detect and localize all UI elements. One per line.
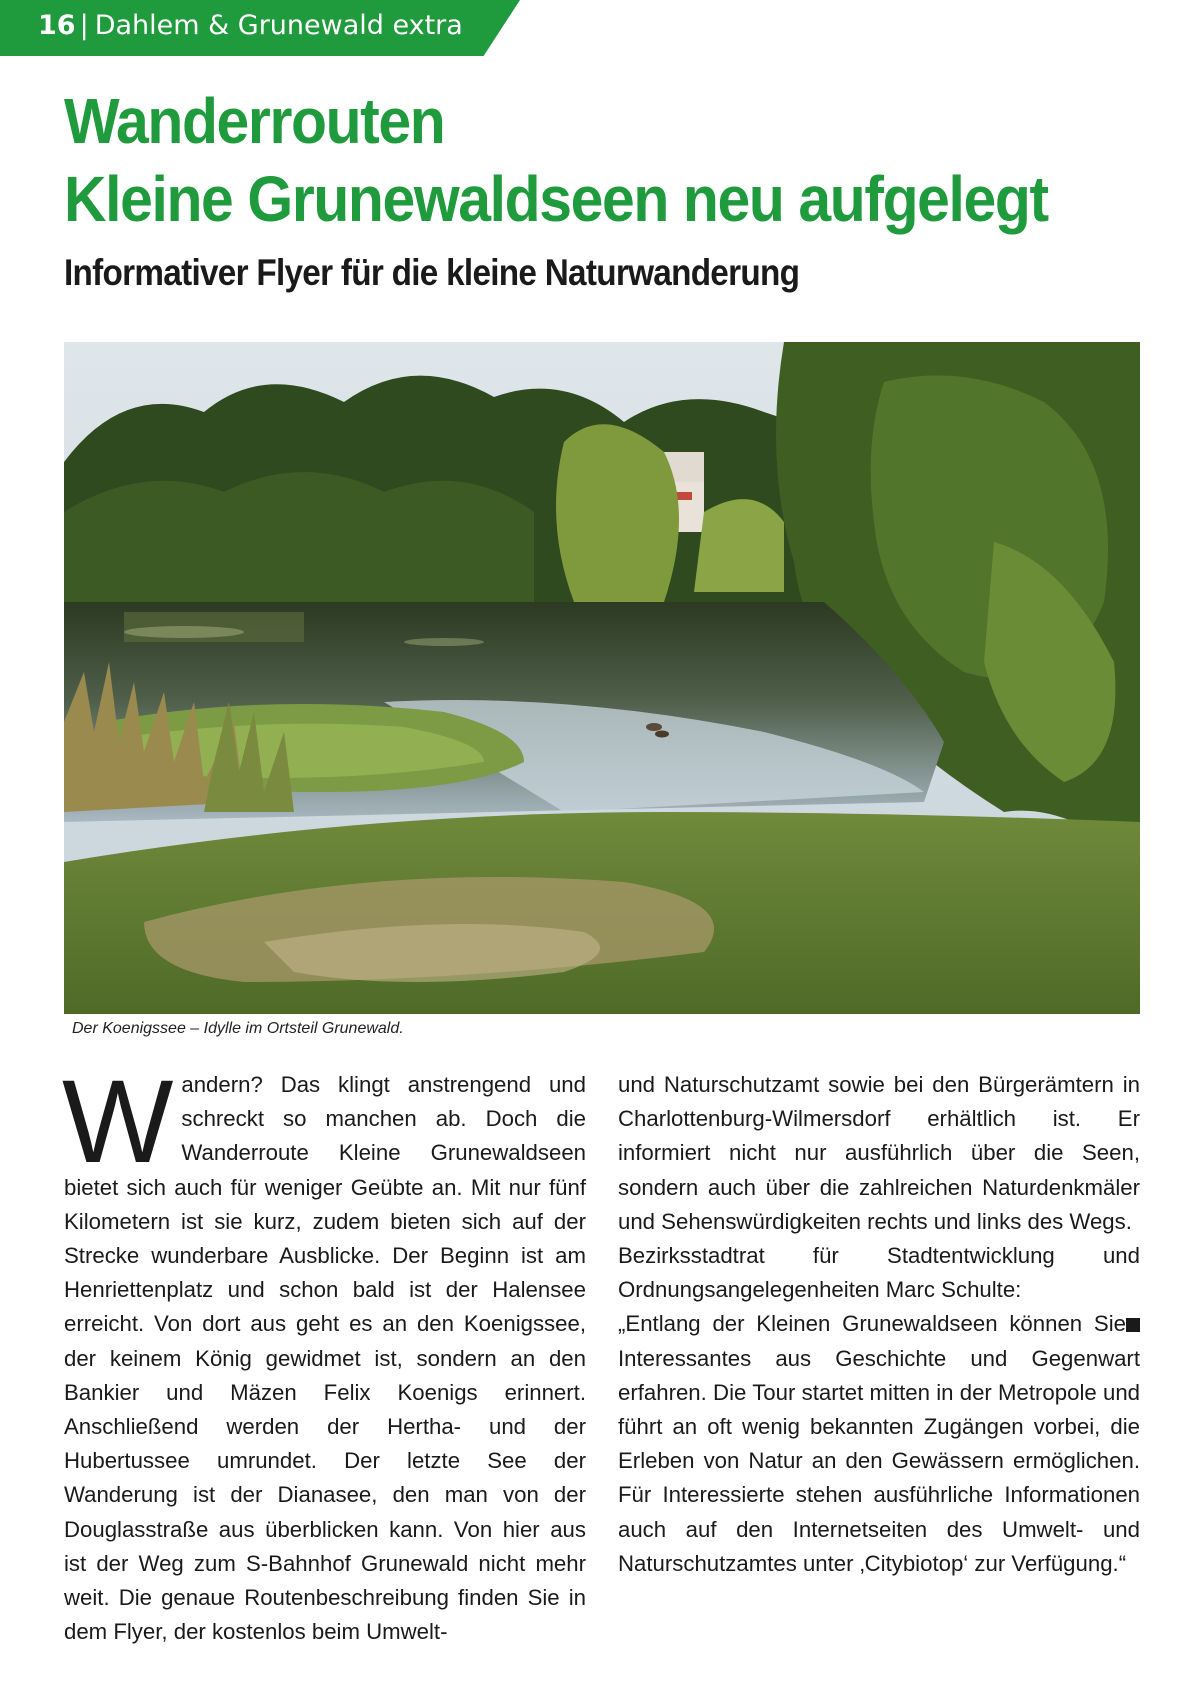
page-number: 16 bbox=[38, 10, 76, 41]
section-header bbox=[38, 10, 463, 41]
body-paragraph-3: Bezirksstadtrat für Stadtentwicklung und Ordnungsangelegenheiten Marc Schulte: bbox=[618, 1243, 1140, 1303]
title-line-1: Wanderrouten bbox=[64, 85, 445, 157]
lake-photo-illustration bbox=[64, 342, 1140, 1014]
header-separator: | bbox=[79, 10, 89, 41]
article-column-right bbox=[618, 1068, 1140, 1581]
article-title bbox=[64, 82, 1048, 238]
body-paragraph-2: und Naturschutzamt sowie bei den Bürgerämtern in Charlottenburg-Wilmersdorf erhältlich ist. Er informiert nicht nur ausführlich über die Seen, sondern auch über die zahlreichen Naturdenkmäler und Sehenswürdigkeiten rechts und links des Wegs. bbox=[618, 1072, 1140, 1234]
drop-cap: W bbox=[62, 1056, 174, 1188]
body-paragraph-1: andern? Das klingt anstrengend und schreckt so manchen ab. Doch die Wanderroute Kleine Grunewaldseen bietet sich auch für weniger Geübte an. Mit nur fünf Kilometern ist sie kurz, zudem bieten sich auf der Strecke wunderbare Ausblicke. Der Beginn ist am Henriettenplatz und schon bald ist der Halensee erreicht. Von dort aus geht es an den Koenigssee, der keinem König gewidmet ist, sondern an den Bankier und Mäzen Felix Koenigs erinnert. Anschließend werden der Hertha- und der Hubertussee umrundet. Der letzte See der Wanderung ist der Dianasee, den man von der Douglasstraße aus überblicken kann. Von hier aus ist der Weg zum S-Bahnhof Grunewald nicht mehr weit. Die genaue Routenbeschreibung finden Sie in dem Flyer, der kostenlos beim Umwelt- bbox=[64, 1072, 586, 1645]
section-name: Dahlem & Grunewald extra bbox=[94, 10, 463, 41]
quote-text: „Entlang der Kleinen Grunewaldseen können Sie Interessantes aus Geschichte und Gegenwart erfahren. Die Tour startet mitten in der Metropole und führt an oft wenig bekannten Zugängen vorbei, die Erleben von Natur an den Gewässern ermöglichen. Für Interessierte stehen ausführliche Informationen auch auf den Internetseiten des Umwelt- und Naturschutzamtes unter ‚Citybiotop‘ zur Verfügung.“ bbox=[618, 1311, 1140, 1576]
photo-caption: Der Koenigssee – Idylle im Ortsteil Grunewald. bbox=[72, 1020, 404, 1037]
body-paragraph-4 bbox=[618, 1307, 1140, 1581]
title-line-2: Kleine Grunewaldseen neu aufgelegt bbox=[64, 163, 1048, 235]
lake-photo bbox=[64, 342, 1140, 1014]
article-column-left bbox=[62, 1056, 586, 1649]
end-of-article-icon bbox=[1126, 1318, 1140, 1332]
article-subtitle: Informativer Flyer für die kleine Naturwanderung bbox=[64, 252, 800, 293]
